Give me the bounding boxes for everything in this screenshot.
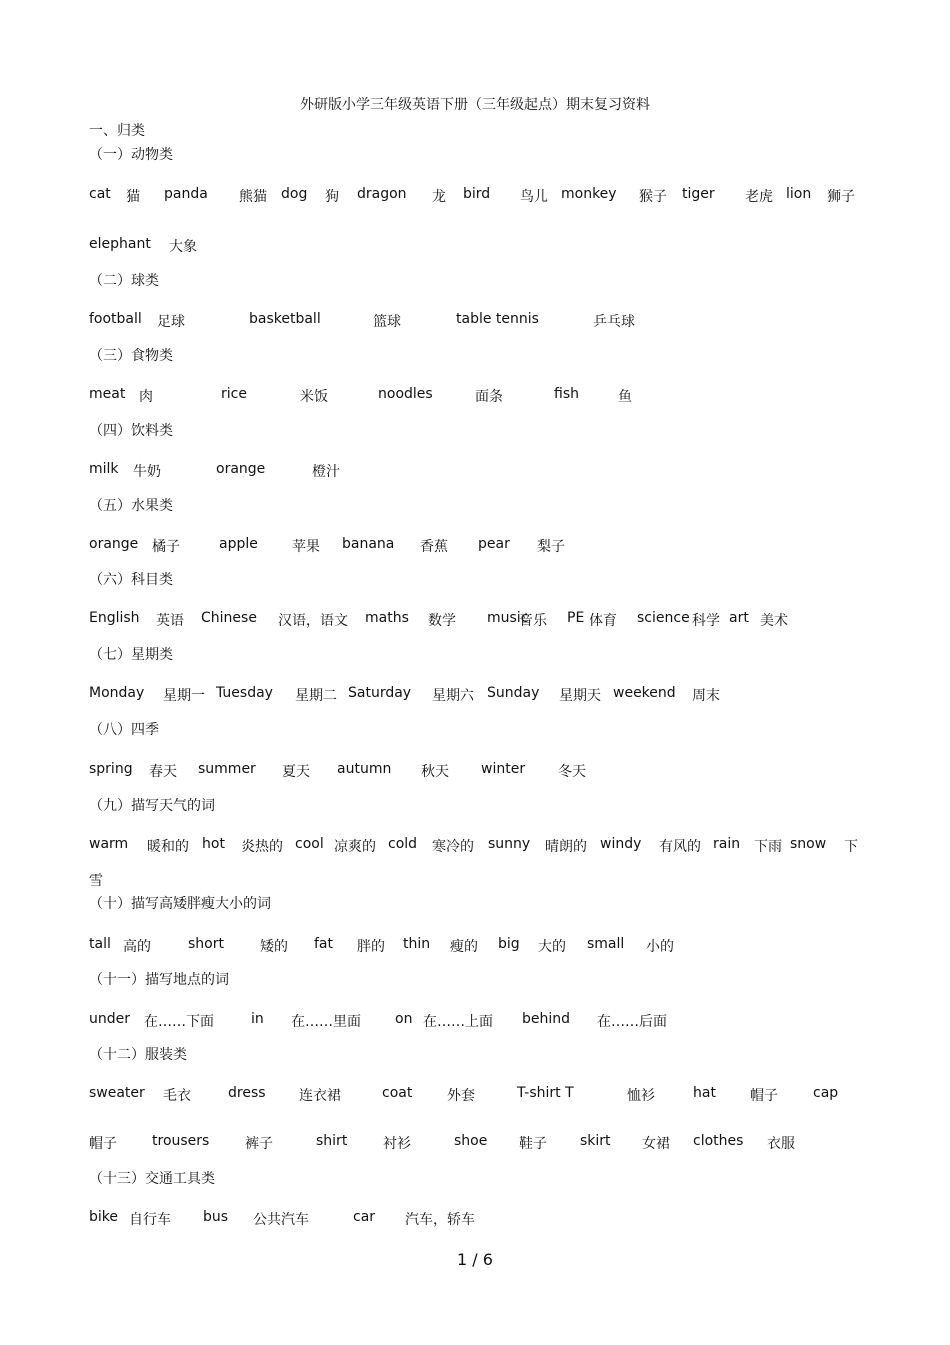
chinese-meaning: 鞋子 (519, 1136, 547, 1152)
chinese-meaning: 帽子 (750, 1088, 778, 1104)
section-label: （九）描写天气的词 (89, 798, 215, 814)
english-word: under (89, 1011, 131, 1027)
chinese-meaning: 周末 (692, 688, 720, 704)
chinese-meaning: 汉语，语文 (278, 613, 348, 629)
english-word: football (89, 311, 142, 327)
chinese-meaning: 狗 (325, 189, 339, 205)
chinese-meaning: 衣服 (767, 1136, 795, 1152)
chinese-meaning: 在……里面 (291, 1014, 361, 1030)
english-word: fish (554, 386, 579, 402)
english-word: noodles (378, 386, 433, 402)
chinese-meaning: 美术 (760, 613, 788, 629)
chinese-meaning: 星期二 (295, 688, 337, 704)
english-word: Monday (89, 685, 145, 701)
english-word: PE (567, 610, 585, 626)
english-word: apple (219, 536, 258, 552)
english-word: science (637, 610, 690, 626)
english-word: cap (813, 1085, 839, 1101)
chinese-meaning: 秋天 (421, 764, 449, 780)
english-word: coat (382, 1085, 413, 1101)
chinese-meaning: 猫 (126, 189, 140, 205)
english-word: spring (89, 761, 133, 777)
english-word: big (498, 936, 520, 952)
english-word: short (188, 936, 224, 952)
chinese-meaning: 熊猫 (239, 189, 267, 205)
chinese-meaning: 毛衣 (163, 1088, 191, 1104)
chinese-meaning: 夏天 (282, 764, 310, 780)
chinese-meaning: 星期一 (163, 688, 205, 704)
english-word: Saturday (348, 685, 412, 701)
english-word: banana (342, 536, 395, 552)
chinese-meaning: 老虎 (745, 189, 773, 205)
english-word: dress (228, 1085, 266, 1101)
english-word: rice (221, 386, 247, 402)
chinese-meaning: 矮的 (260, 939, 288, 955)
english-word: Tuesday (216, 685, 273, 701)
chinese-meaning: 梨子 (537, 539, 565, 555)
section-label: （六）科目类 (89, 572, 173, 588)
chinese-meaning: 汽车，轿车 (405, 1212, 475, 1228)
chinese-meaning: 橘子 (152, 539, 180, 555)
page-number: 1 / 6 (457, 1250, 493, 1269)
chinese-meaning: 冬天 (558, 764, 586, 780)
english-word: cool (295, 836, 324, 852)
english-word: meat (89, 386, 126, 402)
chinese-meaning: 春天 (149, 764, 177, 780)
chinese-meaning: 高的 (123, 939, 151, 955)
chinese-meaning: 女裙 (642, 1136, 670, 1152)
chinese-meaning: 科学 (692, 613, 720, 629)
chinese-meaning: 米饭 (300, 389, 328, 405)
english-word: orange (89, 536, 139, 552)
chinese-meaning: 苹果 (292, 539, 320, 555)
chinese-meaning: 大的 (538, 939, 566, 955)
chinese-meaning: 英语 (156, 613, 184, 629)
english-word: monkey (561, 186, 617, 202)
english-word: dog (281, 186, 308, 202)
english-word: snow (790, 836, 827, 852)
chinese-meaning: 音乐 (519, 613, 547, 629)
chinese-meaning: 牛奶 (133, 464, 161, 480)
english-word: bus (203, 1209, 229, 1225)
english-word: in (251, 1011, 264, 1027)
chinese-meaning: 面条 (475, 389, 503, 405)
chinese-meaning: 猴子 (639, 189, 667, 205)
chinese-meaning: 篮球 (373, 314, 401, 330)
chinese-meaning: 小的 (646, 939, 674, 955)
english-word: Chinese (201, 610, 257, 626)
english-word: shirt (316, 1133, 348, 1149)
chinese-meaning: 连衣裙 (299, 1088, 341, 1104)
english-word: hot (202, 836, 225, 852)
english-word: music (487, 610, 529, 626)
chinese-meaning: 在……后面 (597, 1014, 667, 1030)
english-word: weekend (613, 685, 676, 701)
chinese-meaning: 恤衫 (627, 1088, 655, 1104)
chinese-meaning: 暖和的 (147, 839, 189, 855)
english-word: clothes (693, 1133, 744, 1149)
english-word: bike (89, 1209, 118, 1225)
section-label: （十三）交通工具类 (89, 1171, 215, 1187)
chinese-meaning: 星期天 (559, 688, 601, 704)
chinese-meaning: 下 (844, 839, 858, 855)
section-label: （十）描写高矮胖瘦大小的词 (89, 896, 271, 912)
chinese-meaning: 衬衫 (383, 1136, 411, 1152)
chinese-meaning: 体育 (589, 613, 617, 629)
english-word: on (395, 1011, 413, 1027)
english-word: warm (89, 836, 129, 852)
chinese-meaning: 足球 (157, 314, 185, 330)
chinese-meaning: 自行车 (129, 1212, 171, 1228)
english-word: small (587, 936, 625, 952)
english-word: car (353, 1209, 376, 1225)
english-word: cat (89, 186, 111, 202)
chinese-meaning: 凉爽的 (334, 839, 376, 855)
english-word: art (729, 610, 749, 626)
english-word: cold (388, 836, 418, 852)
chinese-meaning: 鸟儿 (520, 189, 548, 205)
english-word: lion (786, 186, 812, 202)
chinese-meaning: 有风的 (659, 839, 701, 855)
english-word: fat (314, 936, 333, 952)
english-word: dragon (357, 186, 407, 202)
chinese-meaning: 帽子 (89, 1136, 117, 1152)
section-label: （五）水果类 (89, 498, 173, 514)
heading-classification: 一、归类 (89, 123, 145, 139)
page-title: 外研版小学三年级英语下册（三年级起点）期末复习资料 (300, 97, 650, 113)
chinese-meaning: 下雨 (754, 839, 782, 855)
english-word: basketball (249, 311, 321, 327)
chinese-meaning: 寒冷的 (432, 839, 474, 855)
english-word: Sunday (487, 685, 540, 701)
chinese-meaning: 裤子 (245, 1136, 273, 1152)
english-word: sweater (89, 1085, 145, 1101)
chinese-meaning: 晴朗的 (545, 839, 587, 855)
english-word: rain (713, 836, 741, 852)
chinese-meaning: 乒乓球 (593, 314, 635, 330)
chinese-meaning: 在……上面 (423, 1014, 493, 1030)
section-label: （十一）描写地点的词 (89, 972, 229, 988)
section-label: （八）四季 (89, 722, 159, 738)
chinese-meaning: 肉 (139, 389, 153, 405)
english-word: orange (216, 461, 266, 477)
chinese-meaning: 在……下面 (144, 1014, 214, 1030)
english-word: maths (365, 610, 409, 626)
section-label: （七）星期类 (89, 647, 173, 663)
chinese-meaning: 大象 (169, 239, 197, 255)
english-word: sunny (488, 836, 531, 852)
english-word: table tennis (456, 311, 539, 327)
english-word: shoe (454, 1133, 488, 1149)
chinese-meaning: 橙汁 (312, 464, 340, 480)
chinese-meaning: 雪 (89, 873, 103, 889)
chinese-meaning: 香蕉 (420, 539, 448, 555)
chinese-meaning: 数学 (428, 613, 456, 629)
chinese-meaning: 公共汽车 (253, 1212, 309, 1228)
english-word: windy (600, 836, 642, 852)
english-word: winter (481, 761, 526, 777)
english-word: English (89, 610, 140, 626)
english-word: bird (463, 186, 491, 202)
chinese-meaning: 炎热的 (241, 839, 283, 855)
chinese-meaning: 星期六 (432, 688, 474, 704)
english-word: trousers (152, 1133, 210, 1149)
section-label: （四）饮料类 (89, 423, 173, 439)
english-word: pear (478, 536, 510, 552)
chinese-meaning: 龙 (432, 189, 446, 205)
english-word: elephant (89, 236, 151, 252)
english-word: thin (403, 936, 431, 952)
english-word: milk (89, 461, 119, 477)
english-word: summer (198, 761, 256, 777)
section-label: （十二）服装类 (89, 1047, 187, 1063)
section-label: （一）动物类 (89, 147, 173, 163)
section-label: （二）球类 (89, 273, 159, 289)
english-word: T-shirt T (517, 1085, 574, 1101)
chinese-meaning: 瘦的 (450, 939, 478, 955)
english-word: skirt (580, 1133, 611, 1149)
english-word: autumn (337, 761, 392, 777)
chinese-meaning: 外套 (447, 1088, 475, 1104)
english-word: hat (693, 1085, 716, 1101)
chinese-meaning: 胖的 (357, 939, 385, 955)
chinese-meaning: 狮子 (827, 189, 855, 205)
chinese-meaning: 鱼 (618, 389, 632, 405)
section-label: （三）食物类 (89, 348, 173, 364)
english-word: tall (89, 936, 111, 952)
english-word: panda (164, 186, 208, 202)
english-word: tiger (682, 186, 715, 202)
english-word: behind (522, 1011, 571, 1027)
